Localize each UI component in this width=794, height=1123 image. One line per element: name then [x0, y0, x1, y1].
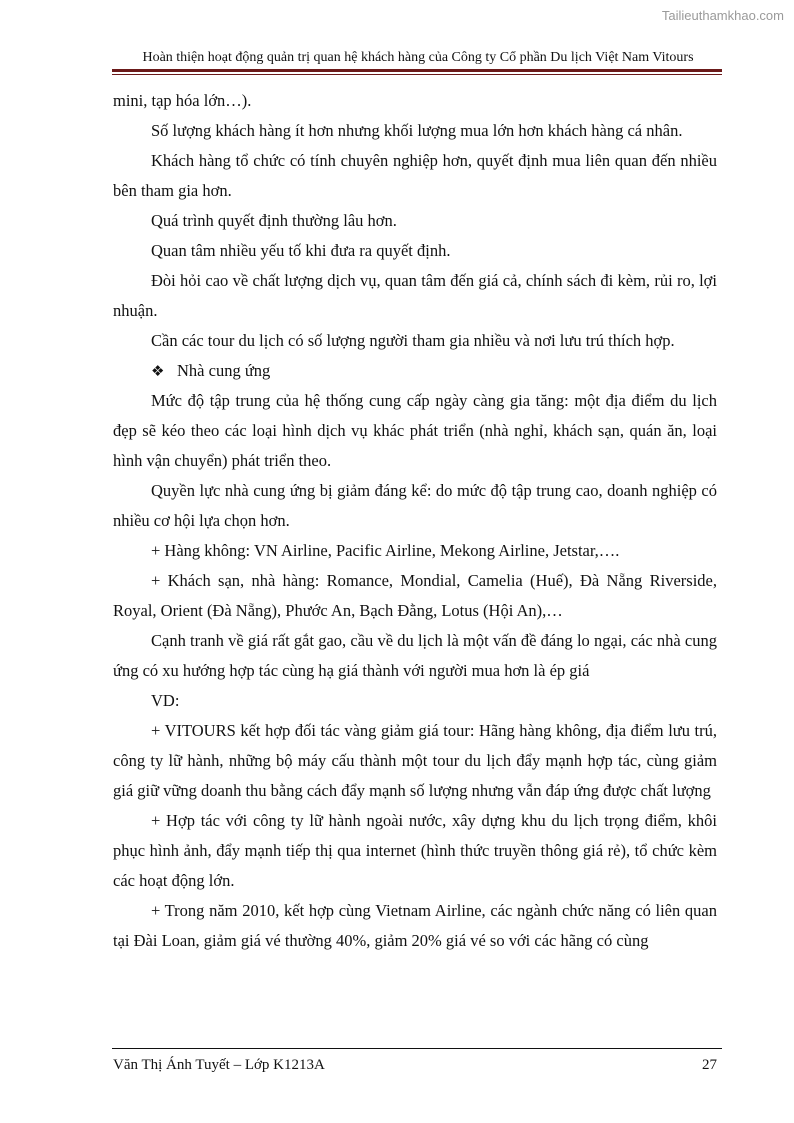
list-item: + VITOURS kết hợp đối tác vàng giảm giá tour: Hãng hàng không, địa điểm lưu trú, công ty lữ hành, những bộ máy cấu thành một tour du lịch đẩy mạnh hợp tác, cùng giảm giá giữ vững doanh thu bằng cách đẩy mạnh số lượng nhưng vẫn đáp ứng được chất lượng [113, 721, 717, 800]
header-rule-thick [112, 69, 722, 72]
paragraph: Cần các tour du lịch có số lượng người tham gia nhiều và nơi lưu trú thích hợp. [151, 331, 675, 350]
footer-rule [112, 1048, 722, 1049]
paragraph: Đòi hỏi cao về chất lượng dịch vụ, quan tâm đến giá cả, chính sách đi kèm, rủi ro, lợi nhuận. [113, 271, 717, 320]
bullet-heading-label: Nhà cung ứng [177, 361, 271, 380]
diamond-bullet-icon: ❖ [151, 362, 165, 380]
list-item: + Trong năm 2010, kết hợp cùng Vietnam Airline, các ngành chức năng có liên quan tại Đài Loan, giảm giá vé thường 40%, giảm 20% giá vé so với các hãng có cùng [113, 901, 717, 950]
page-number: 27 [702, 1057, 717, 1073]
header-rule-thin [112, 74, 722, 75]
paragraph: VD: [151, 691, 180, 710]
list-item: + Hàng không: VN Airline, Pacific Airline, Mekong Airline, Jetstar,…. [151, 541, 620, 560]
list-item: + Hợp tác với công ty lữ hành ngoài nước, xây dựng khu du lịch trọng điểm, khôi phục hình ảnh, đẩy mạnh tiếp thị qua internet (hình thức truyền thông giá rẻ), tổ chức kèm các hoạt động lớn. [113, 811, 717, 890]
paragraph: Mức độ tập trung của hệ thống cung cấp ngày càng gia tăng: một địa điểm du lịch đẹp sẽ kéo theo các loại hình dịch vụ khác phát triển (nhà nghỉ, khách sạn, quán ăn, loại hình vận chuyển) phát triển theo. [113, 391, 717, 470]
document-body [113, 86, 717, 956]
paragraph-continuation: mini, tạp hóa lớn…). [113, 91, 252, 110]
paragraph: Số lượng khách hàng ít hơn nhưng khối lượng mua lớn hơn khách hàng cá nhân. [151, 121, 683, 140]
paragraph: Quyền lực nhà cung ứng bị giảm đáng kể: do mức độ tập trung cao, doanh nghiệp có nhiều cơ hội lựa chọn hơn. [113, 481, 717, 530]
watermark: Tailieuthamkhao.com [661, 8, 784, 23]
paragraph: Khách hàng tổ chức có tính chuyên nghiệp hơn, quyết định mua liên quan đến nhiều bên tham gia hơn. [113, 151, 717, 200]
paragraph: Quá trình quyết định thường lâu hơn. [151, 211, 397, 230]
page-header-title: Hoàn thiện hoạt động quản trị quan hệ khách hàng của Công ty Cổ phần Du lịch Việt Nam Vitours [142, 50, 694, 65]
paragraph: Quan tâm nhiều yếu tố khi đưa ra quyết định. [151, 241, 451, 260]
bullet-heading [113, 356, 717, 386]
list-item: + Khách sạn, nhà hàng: Romance, Mondial, Camelia (Huế), Đà Nẵng Riverside, Royal, Orient (Đà Nẵng), Phước An, Bạch Đằng, Lotus (Hội An),… [113, 571, 717, 620]
footer-author: Văn Thị Ánh Tuyết – Lớp K1213A [113, 1057, 325, 1073]
paragraph: Cạnh tranh về giá rất gắt gao, cầu về du lịch là một vấn đề đáng lo ngại, các nhà cung ứng có xu hướng hợp tác cùng hạ giá thành với người mua hơn là ép giá [113, 631, 717, 680]
